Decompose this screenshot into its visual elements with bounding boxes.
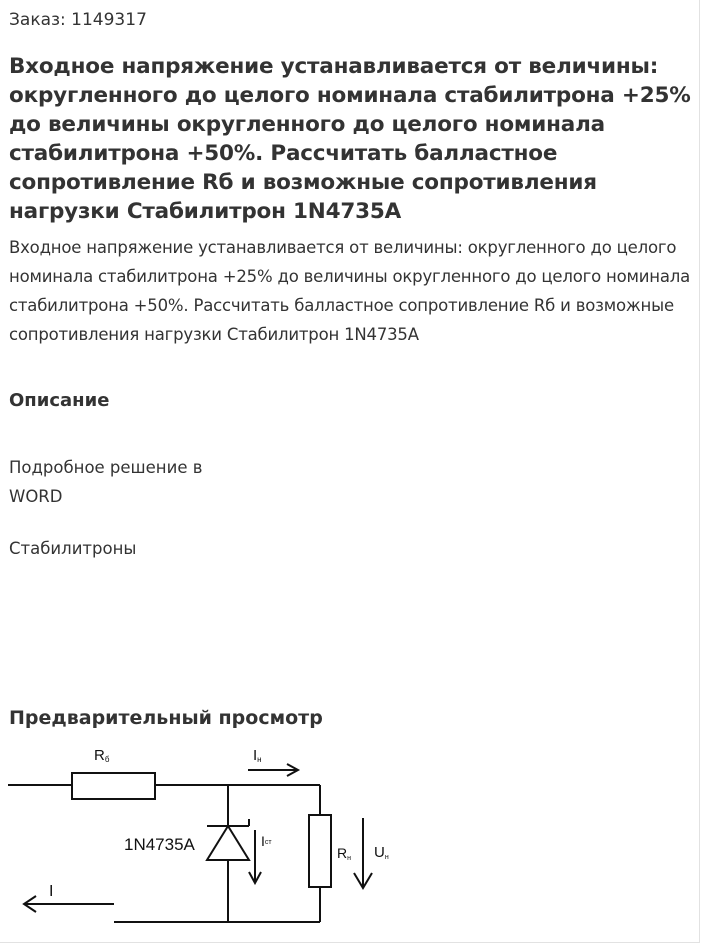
solution-note-line: WORD	[9, 487, 63, 506]
solution-note-line: Подробное решение в	[9, 458, 203, 477]
rn-label: Rн	[337, 845, 351, 862]
page-title: Входное напряжение устанавливается от величины: округленного до целого номинала стабилитрона +25% до величины округленного до целого номинала стабилитрона +50%. Рассчитать балластное сопротивление Rб и возможные сопротивления нагрузки Стабилитрон 1N4735A	[9, 54, 691, 224]
task-description: Входное напряжение устанавливается от величины: округленного до целого номинала стабилитрона +25% до величины округленного до целого номинала стабилитрона +50%. Рассчитать балластное сопротивление Rб и возможные сопротивления нагрузки Стабилитрон 1N4735A	[9, 238, 691, 344]
load-resistor	[309, 815, 331, 887]
un-label: Uн	[374, 844, 389, 861]
ballast-resistor	[72, 773, 155, 799]
zener-diode-icon	[207, 826, 249, 860]
order-number: Заказ: 1149317	[9, 10, 147, 30]
description-heading: Описание	[9, 390, 110, 411]
preview-heading: Предварительный просмотр	[9, 707, 323, 729]
circuit-schematic	[0, 740, 420, 930]
diode-label: 1N4735A	[124, 835, 195, 854]
i-label: I	[49, 883, 54, 900]
solution-note	[9, 453, 202, 511]
rb-label: Rб	[94, 747, 110, 764]
in-label: Iн	[253, 747, 262, 764]
category-tag: Стабилитроны	[9, 539, 137, 558]
ist-label: Iст	[261, 833, 272, 849]
